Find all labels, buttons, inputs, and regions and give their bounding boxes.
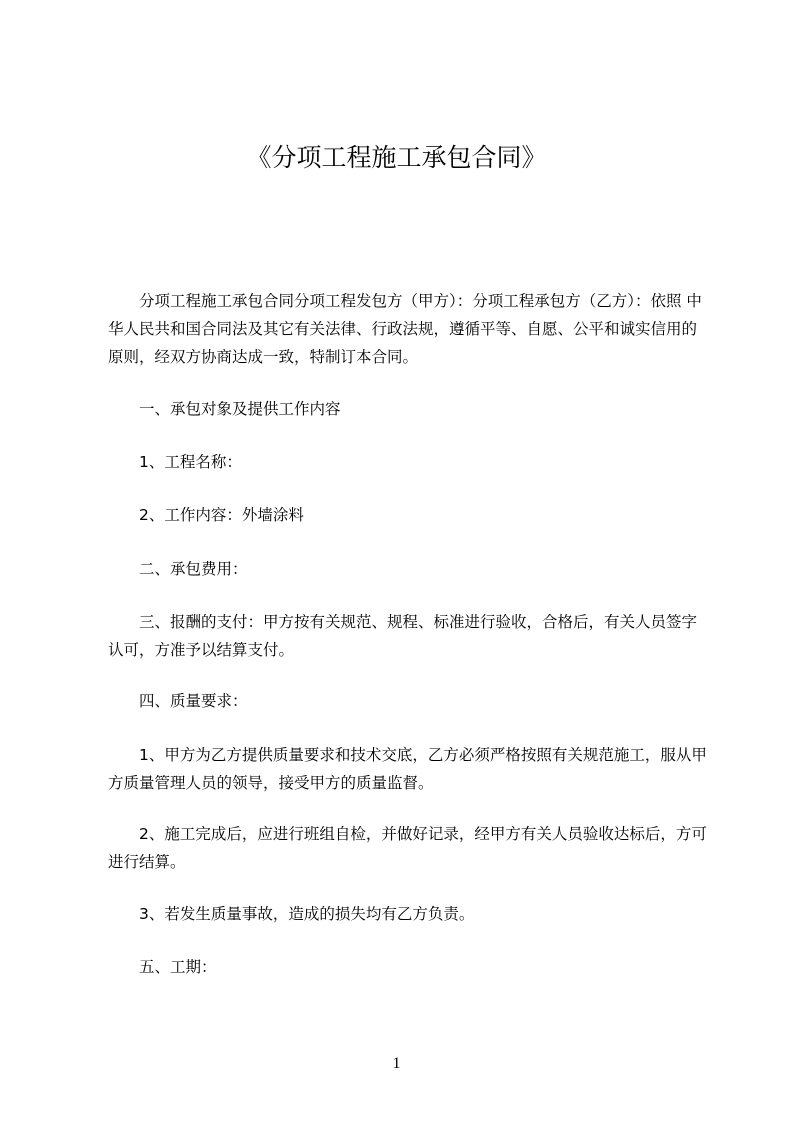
page-number: 1 (392, 1055, 401, 1072)
section-3-payment: 三、报酬的支付：甲方按有关规范、规程、标准进行验收，合格后，有关人员签字认可，方准予以结算支付。 (108, 613, 698, 659)
quality-item-3: 3、若发生质量事故，造成的损失均有乙方负责。 (139, 905, 475, 923)
section-5-heading: 五、工期： (139, 958, 217, 976)
section-2-heading: 二、承包费用： (139, 560, 248, 578)
section-4-heading: 四、质量要求： (139, 692, 248, 710)
section-1-heading: 一、承包对象及提供工作内容 (139, 400, 341, 418)
item-1-project-name: 1、工程名称： (139, 453, 242, 471)
item-2-work-content: 2、工作内容：外墙涂料 (139, 506, 304, 524)
quality-item-2: 2、施工完成后，应进行班组自检，并做好记录，经甲方有关人员验收达标后，方可进行结算。 (108, 825, 707, 871)
quality-item-1: 1、甲方为乙方提供质量要求和技术交底，乙方必须严格按照有关规范施工，服从甲方质量管理人员的领导，接受甲方的质量监督。 (108, 746, 707, 792)
document-title: 《分项工程施工承包合同》 (246, 143, 547, 172)
intro-paragraph: 分项工程施工承包合同分项工程发包方（甲方）：分项工程承包方（乙方）：依照 中华人民共和国合同法及其它有关法律、行政法规，遵循平等、自愿、公平和诚实信用的原则，经双方协商达成一致，特制订本合同。 (108, 292, 702, 366)
